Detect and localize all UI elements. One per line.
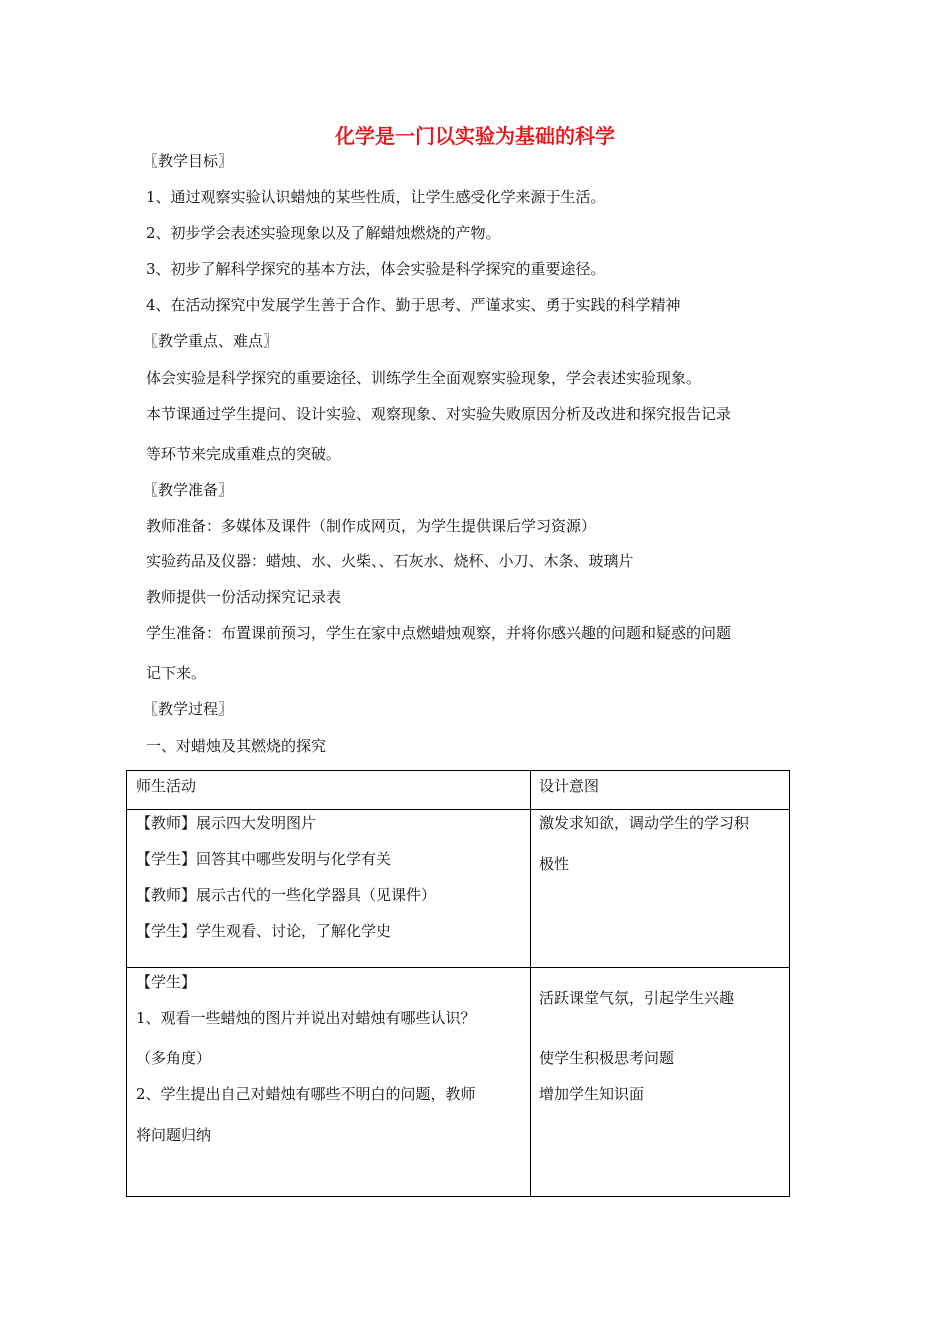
section-heading-preparation: 〖教学准备〗	[143, 481, 234, 499]
preparation-line: 学生准备：布置课前预习，学生在家中点燃蜡烛观察，并将你感兴趣的问题和疑惑的问题	[146, 624, 732, 642]
table-header-activity: 师生活动	[136, 777, 197, 795]
table-cell-line: 【学生】	[136, 973, 197, 991]
key-point-line: 本节课通过学生提问、设计实验、观察现象、对实验失败原因分析及改进和探究报告记录	[146, 405, 732, 423]
table-row-divider	[127, 809, 789, 810]
table-cell-line: 极性	[539, 855, 570, 873]
table-cell-line: （多角度）	[136, 1049, 212, 1067]
table-cell-line: 使学生积极思考问题	[539, 1049, 675, 1067]
key-point-line: 体会实验是科学探究的重要途径、训练学生全面观察实验现象，学会表述实验现象。	[146, 369, 702, 387]
table-cell-line: 增加学生知识面	[539, 1085, 645, 1103]
key-point-line: 等环节来完成重难点的突破。	[146, 445, 342, 463]
table-cell-line: 【学生】回答其中哪些发明与化学有关	[136, 850, 392, 868]
preparation-line: 教师提供一份活动探究记录表	[146, 588, 342, 606]
table-cell-line: 将问题归纳	[136, 1126, 212, 1144]
activity-table	[126, 770, 790, 1197]
preparation-line: 记下来。	[146, 664, 207, 682]
preparation-line: 实验药品及仪器：蜡烛、水、火柴、、石灰水、烧杯、小刀、木条、玻璃片	[146, 552, 634, 570]
table-header-intent: 设计意图	[539, 777, 600, 795]
goal-item: 3、初步了解科学探究的基本方法，体会实验是科学探究的重要途径。	[146, 260, 606, 278]
section-heading-goals: 〖教学目标〗	[143, 152, 234, 170]
preparation-line: 教师准备：多媒体及课件（制作成网页，为学生提供课后学习资源）	[146, 517, 597, 535]
table-row-divider	[127, 967, 789, 968]
table-cell-line: 激发求知欲，调动学生的学习积	[539, 814, 750, 832]
table-cell-line: 【学生】学生观看、讨论，了解化学史	[136, 922, 392, 940]
goal-item: 1、通过观察实验认识蜡烛的某些性质，让学生感受化学来源于生活。	[146, 188, 606, 206]
document-title: 化学是一门以实验为基础的科学	[335, 124, 615, 148]
table-cell-line: 活跃课堂气氛，引起学生兴趣	[539, 989, 735, 1007]
table-cell-line: 2、学生提出自己对蜡烛有哪些不明白的问题，教师	[136, 1085, 476, 1103]
section-heading-process: 〖教学过程〗	[143, 700, 234, 718]
goal-item: 2、初步学会表述实验现象以及了解蜡烛燃烧的产物。	[146, 224, 501, 242]
process-subheading: 一、对蜡烛及其燃烧的探究	[146, 737, 327, 755]
goal-item: 4、在活动探究中发展学生善于合作、勤于思考、严谨求实、勇于实践的科学精神	[146, 296, 681, 314]
table-cell-line: 【教师】展示四大发明图片	[136, 814, 317, 832]
table-cell-line: 【教师】展示古代的一些化学器具（见课件）	[136, 886, 437, 904]
table-column-divider	[530, 771, 531, 1196]
section-heading-key-points: 〖教学重点、难点〗	[143, 332, 279, 350]
table-cell-line: 1、观看一些蜡烛的图片并说出对蜡烛有哪些认识？	[136, 1009, 476, 1027]
